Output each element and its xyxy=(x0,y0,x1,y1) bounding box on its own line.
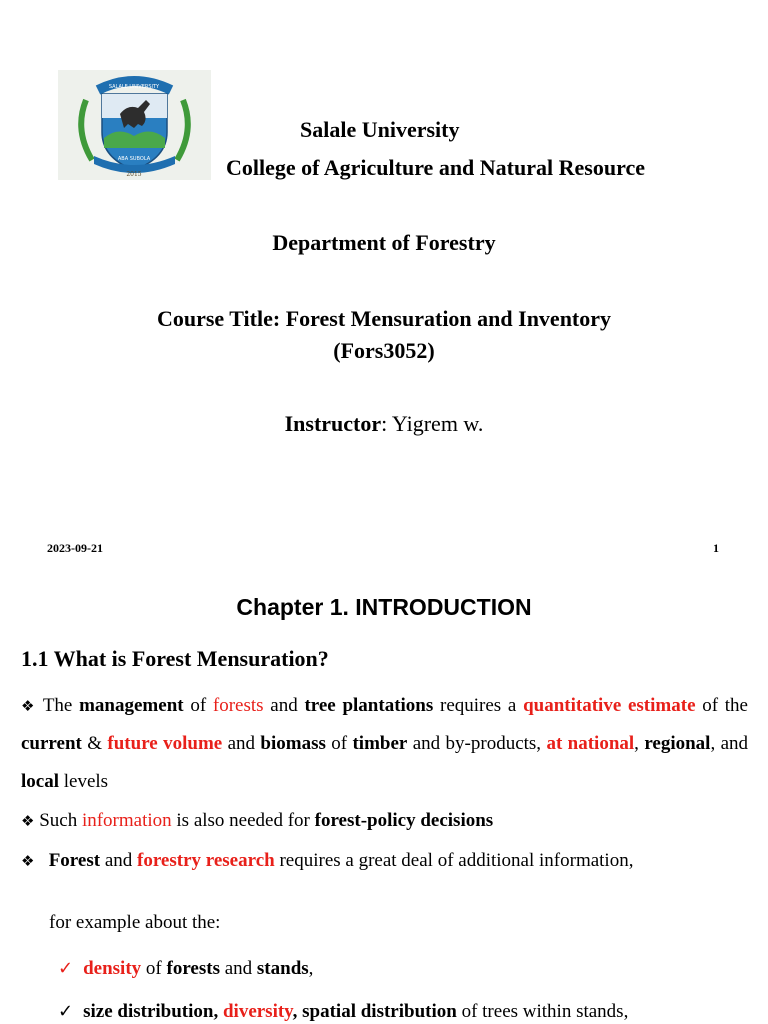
logo-year: 2015 xyxy=(126,171,142,178)
term-forest-policy-decisions: forest-policy decisions xyxy=(314,810,494,831)
term-forestry-research: forestry research xyxy=(137,850,275,871)
term-regional: regional xyxy=(644,733,711,754)
text: is also needed for xyxy=(171,810,315,831)
text: and xyxy=(263,695,305,716)
department-name: Department of Forestry xyxy=(272,230,496,255)
text: and xyxy=(222,733,261,754)
term-biomass: biomass xyxy=(260,733,326,754)
term-management: management xyxy=(79,695,184,716)
term-forests: forests xyxy=(166,958,220,979)
text: of xyxy=(183,695,213,716)
example-intro: for example about the: xyxy=(49,912,221,933)
college-name: College of Agriculture and Natural Resource xyxy=(226,155,645,180)
check-item-density xyxy=(58,958,313,980)
section-title: 1.1 What is Forest Mensuration? xyxy=(21,646,329,671)
text: The xyxy=(42,695,80,716)
logo-top-text: SALALE UNIVERSITY xyxy=(108,84,160,90)
term-size-distribution: size distribution, xyxy=(83,1001,223,1022)
term-density: density xyxy=(83,958,142,979)
bullet-management xyxy=(21,687,748,801)
check-icon: ✓ xyxy=(58,958,74,979)
text: , xyxy=(308,958,314,979)
university-logo xyxy=(58,70,211,180)
text: and xyxy=(100,850,137,871)
instructor-line xyxy=(0,411,768,437)
term-diversity: diversity xyxy=(222,1001,293,1022)
instructor-label: Instructor xyxy=(284,411,382,436)
text: , and xyxy=(710,733,749,754)
slide-date: 2023-09-21 xyxy=(47,541,103,555)
chapter-title: Chapter 1. INTRODUCTION xyxy=(236,594,532,620)
instructor-value: : Yigrem w. xyxy=(381,411,484,436)
bullet-diamond-icon: ❖ xyxy=(21,852,35,870)
text: requires a great deal of additional information, xyxy=(274,850,634,871)
text: and by-products, xyxy=(407,733,547,754)
text: , xyxy=(634,733,645,754)
bullet-diamond-icon: ❖ xyxy=(21,812,35,830)
bullet-diamond-icon: ❖ xyxy=(21,697,37,715)
bullet-research xyxy=(21,849,741,873)
term-stands: stands xyxy=(256,958,309,979)
term-forests: forests xyxy=(212,695,264,716)
text: of xyxy=(325,733,353,754)
bullet-policy xyxy=(21,810,493,832)
term-current: current xyxy=(21,733,82,754)
check-item-size-distribution xyxy=(58,1001,628,1023)
text: of the xyxy=(695,695,748,716)
term-timber: timber xyxy=(352,733,408,754)
term-forest: Forest xyxy=(48,850,101,871)
text: of trees within stands, xyxy=(456,1001,629,1022)
text: and xyxy=(219,958,257,979)
term-spatial-distribution: spatial distribution xyxy=(302,1001,457,1022)
check-icon: ✓ xyxy=(58,1001,74,1022)
logo-motto: ABA SUBOLA xyxy=(117,156,151,162)
term-at-national: at national xyxy=(546,733,635,754)
term-local: local xyxy=(21,771,59,792)
text: Such xyxy=(39,810,82,831)
term-quantitative-estimate: quantitative estimate xyxy=(523,695,696,716)
university-name: Salale University xyxy=(300,117,460,142)
course-title: Course Title: Forest Mensuration and Inventory xyxy=(156,306,612,331)
text: of xyxy=(141,958,167,979)
text: requires a xyxy=(433,695,524,716)
text: & xyxy=(81,733,108,754)
text: , xyxy=(292,1001,303,1022)
term-tree-plantations: tree plantations xyxy=(304,695,434,716)
course-code: (Fors3052) xyxy=(333,338,435,363)
slide-number: 1 xyxy=(713,541,719,555)
term-future-volume: future volume xyxy=(107,733,223,754)
text: levels xyxy=(59,771,109,792)
term-information: information xyxy=(81,810,172,831)
